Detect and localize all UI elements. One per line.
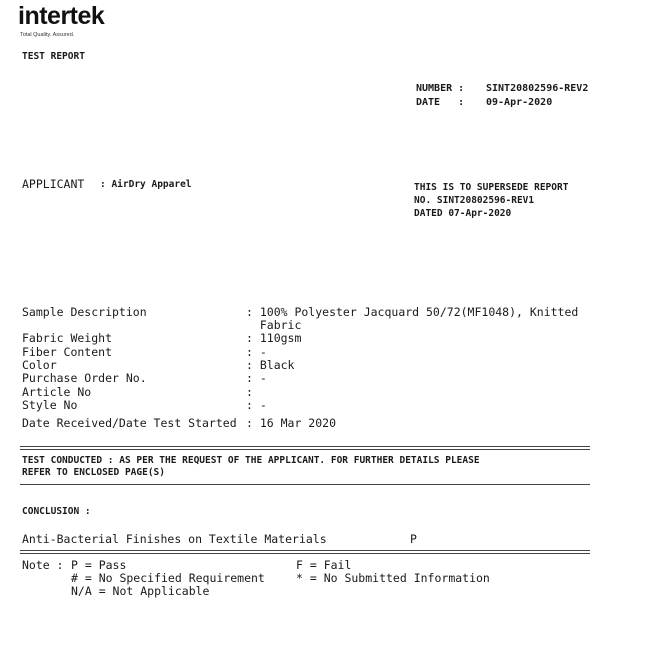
divider [20, 550, 590, 551]
test-conducted-line-2: REFER TO ENCLOSED PAGE(S) [22, 467, 165, 478]
note-pass: P = Pass [71, 558, 127, 572]
divider [20, 449, 590, 450]
number-label: NUMBER : [416, 83, 465, 94]
sample-row-value: : [246, 385, 253, 399]
sample-row-value: Fabric [246, 318, 302, 332]
intertek-logo: intertek [18, 2, 105, 30]
sample-row-label: Color [22, 358, 57, 372]
note-na: N/A = Not Applicable [71, 584, 210, 598]
conclusion-result: P [410, 532, 417, 546]
sample-row-value: : - [246, 371, 267, 385]
sample-row-value: : 110gsm [246, 331, 302, 345]
sample-row-label: Sample Description [22, 305, 147, 319]
date-received-label: Date Received/Date Test Started [22, 416, 237, 430]
report-date: 09-Apr-2020 [486, 97, 553, 108]
note-fail: F = Fail [296, 558, 352, 572]
sample-row-label: Fabric Weight [22, 331, 113, 345]
sample-row-label: Fiber Content [22, 345, 113, 359]
divider [20, 553, 590, 554]
note-no-submitted: * = No Submitted Information [296, 571, 490, 585]
conclusion-item: Anti-Bacterial Finishes on Textile Materials [22, 532, 327, 546]
sample-row-label: Article No [22, 385, 92, 399]
divider [20, 484, 590, 485]
test-conducted-line-1: TEST CONDUCTED : AS PER THE REQUEST OF THE APPLICANT. FOR FURTHER DETAILS PLEASE [22, 455, 480, 466]
supersede-line-3: DATED 07-Apr-2020 [414, 208, 512, 219]
date-received-value: : 16 Mar 2020 [246, 416, 337, 430]
report-number: SINT20802596-REV2 [486, 83, 589, 94]
sample-row-value: : - [246, 345, 267, 359]
date-label: DATE : [416, 97, 465, 108]
note-no-spec: # = No Specified Requirement [71, 571, 265, 585]
sample-row-value: : 100% Polyester Jacquard 50/72(MF1048), Knitted [246, 305, 579, 319]
divider [20, 446, 590, 447]
report-title: TEST REPORT [22, 51, 85, 62]
note-label: Note : [22, 558, 64, 572]
supersede-line-2: NO. SINT20802596-REV1 [414, 195, 535, 206]
sample-row-label: Style No [22, 398, 78, 412]
sample-row-value: : - [246, 398, 267, 412]
sample-row-label: Purchase Order No. [22, 371, 147, 385]
logo-tagline: Total Quality. Assured. [20, 32, 75, 38]
applicant-label: APPLICANT [22, 177, 85, 191]
applicant-value: : AirDry Apparel [100, 179, 192, 190]
supersede-line-1: THIS IS TO SUPERSEDE REPORT [414, 182, 569, 193]
conclusion-heading: CONCLUSION : [22, 506, 91, 517]
sample-row-value: : Black [246, 358, 295, 372]
